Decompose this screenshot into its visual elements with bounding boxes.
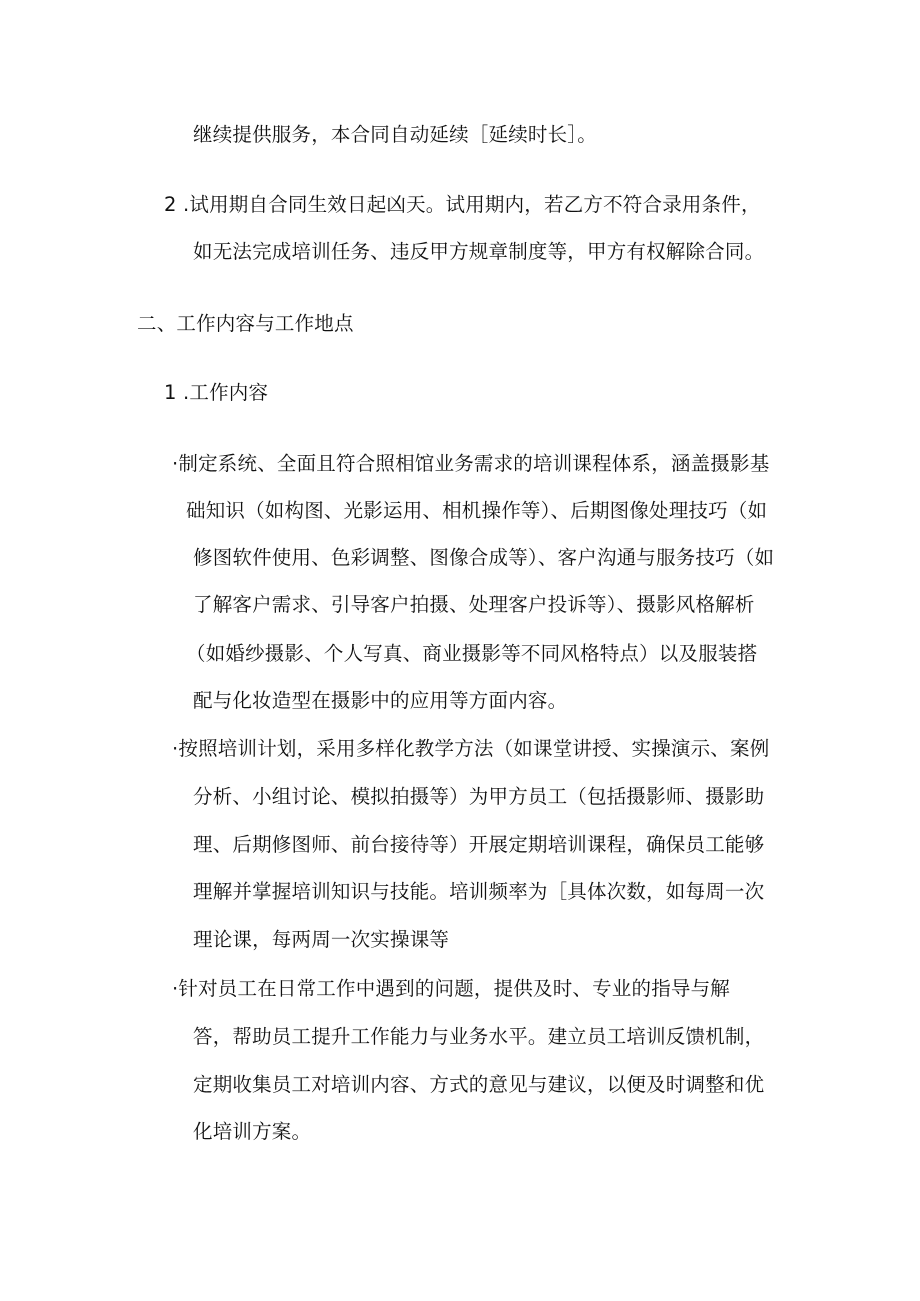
bullet-2-line-1: ·按照培训计划，采用多样化教学方法（如课堂讲授、实操演示、案例 xyxy=(172,737,770,760)
bullet-2-line-3: 理、后期修图师、前台接待等）开展定期培训课程，确保员工能够 xyxy=(193,833,765,856)
bullet-3-line-3: 定期收集员工对培训内容、方式的意见与建议，以便及时调整和优 xyxy=(193,1073,765,1096)
bullet-1-line-6: 配与化妆造型在摄影中的应用等方面内容。 xyxy=(193,689,568,712)
bullet-2-line-5: 理论课，每两周一次实操课等 xyxy=(193,928,450,951)
bullet-1-line-2: 础知识（如构图、光影运用、相机操作等）、后期图像处理技巧（如 xyxy=(186,499,768,522)
bullet-3-line-1: ·针对员工在日常工作中遇到的问题，提供及时、专业的指导与解 xyxy=(172,977,730,1000)
bullet-1-line-4: 了解客户需求、引导客户拍摄、处理客户投诉等）、摄影风格解析 xyxy=(193,593,755,616)
bullet-2-line-2: 分析、小组讨论、模拟拍摄等）为甲方员工（包括摄影师、摄影助 xyxy=(193,785,765,808)
continuation-line: 继续提供服务，本合同自动延续［延续时长］。 xyxy=(193,123,597,146)
clause-2-line-1: 2 .试用期自合同生效日起凶天。试用期内，若乙方不符合录用条件， xyxy=(164,193,761,216)
clause-2-line-2: 如无法完成培训任务、违反甲方规章制度等，甲方有权解除合同。 xyxy=(193,240,765,263)
subsection-heading: 1 .工作内容 xyxy=(164,381,269,404)
bullet-1-line-1: ·制定系统、全面且符合照相馆业务需求的培训课程体系，涵盖摄影基 xyxy=(172,452,770,475)
bullet-1-line-3: 修图软件使用、色彩调整、图像合成等）、客户沟通与服务技巧（如 xyxy=(193,546,775,569)
bullet-1-line-5: （如婚纱摄影、个人写真、商业摄影等不同风格特点）以及服装搭 xyxy=(186,642,758,665)
section-heading: 二、工作内容与工作地点 xyxy=(137,312,354,335)
bullet-3-line-4: 化培训方案。 xyxy=(193,1120,312,1143)
bullet-2-line-4: 理解并掌握培训知识与技能。培训频率为［具体次数，如每周一次 xyxy=(193,880,765,903)
bullet-3-line-2: 答，帮助员工提升工作能力与业务水平。建立员工培训反馈机制， xyxy=(193,1025,765,1048)
